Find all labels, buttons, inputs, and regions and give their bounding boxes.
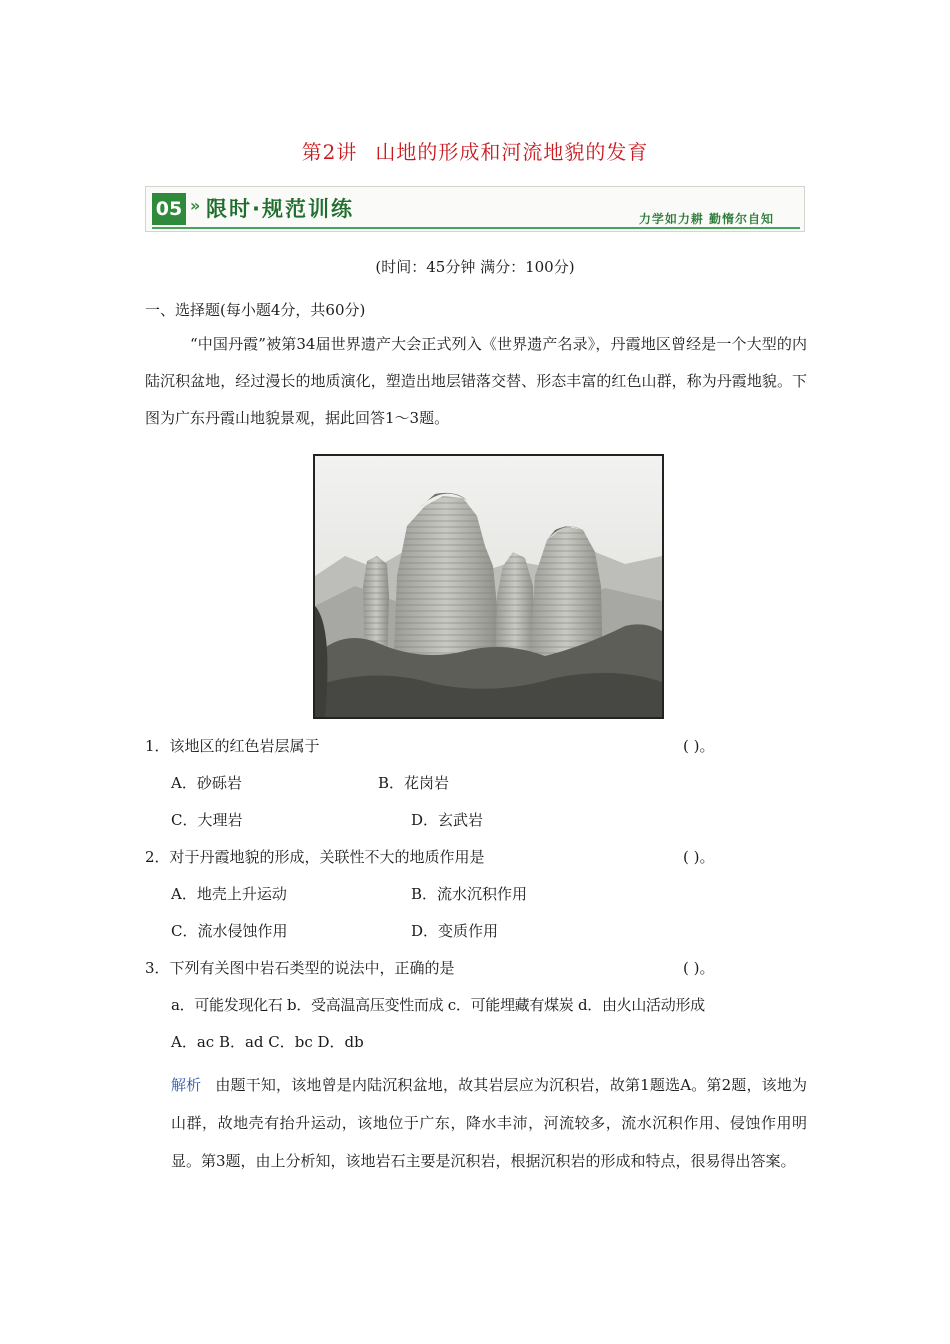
banner-underline <box>152 227 800 229</box>
analysis-block <box>171 1066 807 1180</box>
exam-meta: (时间：45分钟 满分：100分) <box>375 258 575 276</box>
question-3-choices[interactable]: A．ac B．ad C．bc D．db <box>171 1033 364 1051</box>
page-title <box>0 136 950 165</box>
question-1-answer-bracket[interactable]: ( )。 <box>683 737 715 755</box>
lecture-name: 山地的形成和河流地貌的发育 <box>375 140 649 164</box>
question-1-option-b[interactable]: B．花岗岩 <box>378 774 450 792</box>
lecture-number: 第2讲 <box>301 140 358 164</box>
question-3-answer-bracket[interactable]: ( )。 <box>683 959 715 977</box>
analysis-text: 由题干知，该地曾是内陆沉积盆地，故其岩层应为沉积岩，故第1题选A。第2题，该地为山群，故地壳有抬升运动，该地位于广东，降水丰沛，河流较多，流水沉积作用、侵蚀作用明显。第3题，由上分析知，该地岩石主要是沉积岩，根据沉积岩的形成和特点，很易得出答案。 <box>171 1076 807 1170</box>
intro-text: “中国丹霞”被第34届世界遗产大会正式列入《世界遗产名录》，丹霞地区曾经是一个大型的内陆沉积盆地，经过漫长的地质演化，塑造出地层错落交替、形态丰富的红色山群，称为丹霞地貌。下图为广东丹霞山地貌景观，据此回答1～3题。 <box>145 335 807 427</box>
section-banner <box>145 186 805 232</box>
question-2-answer-bracket[interactable]: ( )。 <box>683 848 715 866</box>
question-1-option-c[interactable]: C．大理岩 <box>171 811 243 829</box>
question-1-option-a[interactable]: A．砂砾岩 <box>171 774 242 792</box>
danxia-landform-image <box>315 456 662 717</box>
banner-heading: 限时·规范训练 <box>206 197 354 221</box>
question-2-option-a[interactable]: A．地壳上升运动 <box>171 885 287 903</box>
danxia-landscape-photo <box>313 454 664 719</box>
question-3-statements: a．可能发现化石 b．受高温高压变性而成 c．可能埋藏有煤炭 d．由火山活动形成 <box>171 996 705 1014</box>
question-2-option-d[interactable]: D．变质作用 <box>411 922 499 940</box>
question-2-option-b[interactable]: B．流水沉积作用 <box>411 885 528 903</box>
question-2-option-c[interactable]: C．流水侵蚀作用 <box>171 922 288 940</box>
analysis-tag: 解析 <box>171 1076 202 1094</box>
banner-motto: 力学如力耕 勤惰尔自知 <box>638 212 774 226</box>
question-3-stem: 3．下列有关图中岩石类型的说法中，正确的是 <box>145 959 455 977</box>
question-1-stem: 1．该地区的红色岩层属于 <box>145 737 320 755</box>
section-heading: 一、选择题(每小题4分，共60分) <box>145 301 366 319</box>
double-chevron-icon: » <box>190 196 201 215</box>
question-2-stem: 2．对于丹霞地貌的形成，关联性不大的地质作用是 <box>145 848 485 866</box>
question-1-option-d[interactable]: D．玄武岩 <box>411 811 484 829</box>
intro-paragraph <box>145 326 807 437</box>
banner-badge: 05 <box>152 193 186 225</box>
